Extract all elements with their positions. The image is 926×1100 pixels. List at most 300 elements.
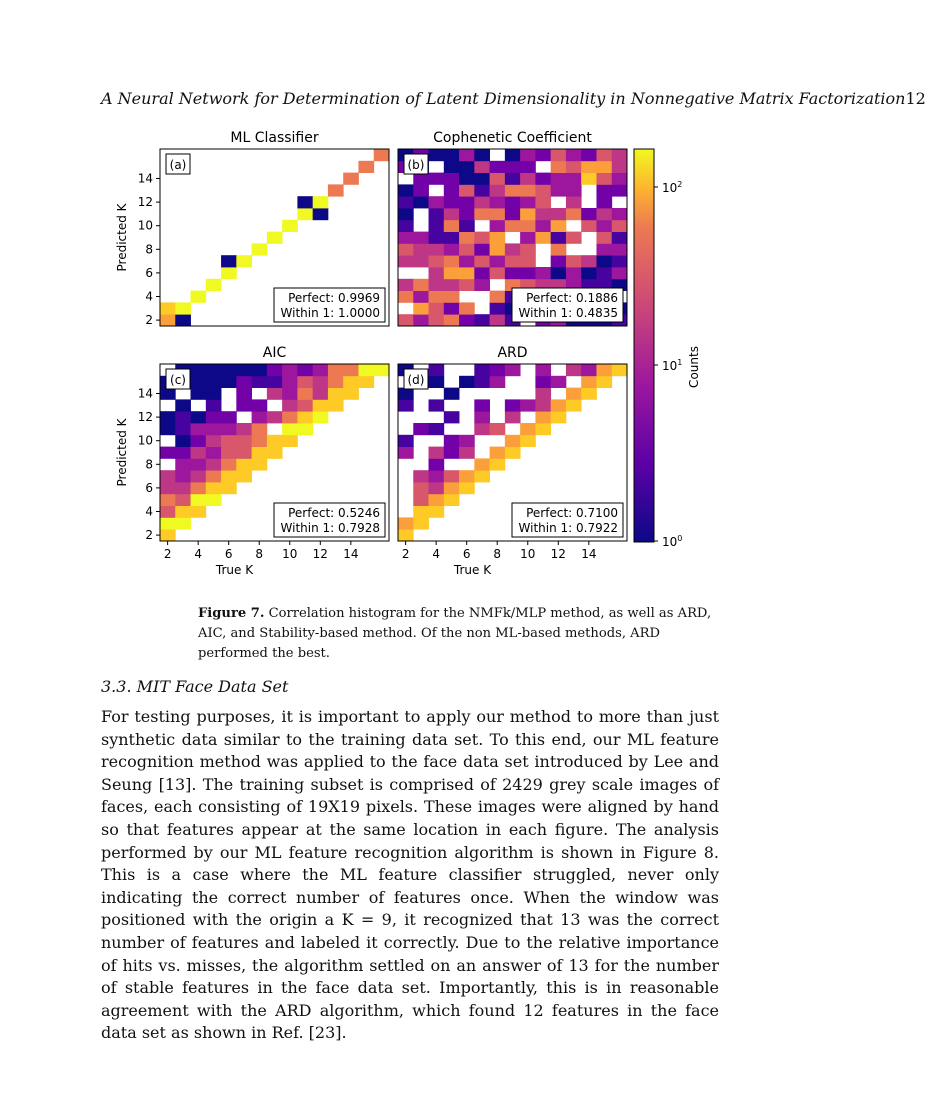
heatmap-cell (429, 423, 445, 435)
heatmap-cell (520, 243, 536, 255)
colorbar (634, 149, 701, 549)
colorbar-tick-100: $10^2$ (662, 180, 683, 195)
heatmap-cell (596, 184, 612, 196)
heatmap-cell (490, 184, 506, 196)
heatmap-cell (282, 388, 298, 400)
heatmap-cell (551, 376, 567, 388)
heatmap-cell (444, 208, 460, 220)
heatmap-cell (459, 161, 475, 173)
heatmap-cell (398, 435, 414, 447)
heatmap-cell (474, 458, 490, 470)
heatmap-cell (505, 364, 521, 376)
heatmap-cell (535, 184, 551, 196)
heatmap-cell (520, 208, 536, 220)
heatmap-cell (459, 184, 475, 196)
heatmap-cell (581, 364, 597, 376)
stat-perfect: Perfect: 0.1886 (526, 291, 618, 305)
heatmap-cell (505, 161, 521, 173)
y-tick-label: 12 (137, 410, 153, 425)
heatmap-cell (429, 149, 445, 161)
heatmap-cell (535, 232, 551, 244)
heatmap-cell (429, 314, 445, 326)
heatmap-cell (221, 411, 237, 423)
heatmap-cell (343, 388, 359, 400)
heatmap-cell (490, 458, 506, 470)
heatmap-cell (444, 482, 460, 494)
x-tick-label: 4 (432, 547, 440, 561)
heatmap-cell (413, 232, 429, 244)
heatmap-cell (505, 411, 521, 423)
heatmap-cell (505, 173, 521, 185)
heatmap-cell (551, 411, 567, 423)
heatmap-cell (297, 196, 313, 208)
stat-perfect: Perfect: 0.9969 (288, 291, 380, 305)
heatmap-cell (474, 161, 490, 173)
heatmap-cell (444, 184, 460, 196)
panel-title: Cophenetic Coefficient (433, 130, 592, 146)
heatmap-cell (206, 411, 222, 423)
heatmap-cell (612, 173, 628, 185)
heatmap-cell (206, 458, 222, 470)
page-number: 12 (905, 89, 926, 108)
heatmap-cell (444, 279, 460, 291)
heatmap-cell (459, 482, 475, 494)
panel-title: ARD (497, 345, 528, 361)
heatmap-cell (474, 423, 490, 435)
heatmap-cell (236, 376, 252, 388)
heatmap-cell (206, 388, 222, 400)
heatmap-cell (505, 184, 521, 196)
heatmap-cell (474, 279, 490, 291)
heatmap-cell (490, 173, 506, 185)
heatmap-cell (474, 376, 490, 388)
stat-within1: Within 1: 0.4835 (518, 306, 618, 320)
heatmap-cell (566, 388, 582, 400)
heatmap-cell (429, 232, 445, 244)
heatmap-cell (535, 423, 551, 435)
heatmap-cell (505, 208, 521, 220)
heatmap-cell (398, 184, 414, 196)
heatmap-cell (551, 149, 567, 161)
heatmap-cell (206, 447, 222, 459)
heatmap-cell (459, 149, 475, 161)
heatmap-cell (236, 470, 252, 482)
stat-perfect: Perfect: 0.5246 (288, 506, 380, 520)
heatmap-cell (413, 517, 429, 529)
heatmap-cell (520, 173, 536, 185)
heatmap-cell (459, 435, 475, 447)
heatmap-cell (581, 388, 597, 400)
x-tick-label: 10 (282, 547, 298, 561)
heatmap-cell (490, 447, 506, 459)
heatmap-cell (459, 314, 475, 326)
heatmap-cell (566, 267, 582, 279)
heatmap-cell (429, 220, 445, 232)
heatmap-cell (413, 482, 429, 494)
colorbar-gradient (634, 149, 654, 542)
heatmap-cell (252, 447, 268, 459)
heatmap-cell (459, 447, 475, 459)
colorbar-tick-1: $10^0$ (662, 534, 683, 549)
heatmap-cell (398, 208, 414, 220)
heatmap-cell (596, 208, 612, 220)
heatmap-cell (282, 423, 298, 435)
heatmap-cell (160, 517, 176, 529)
heatmap-cell (535, 220, 551, 232)
heatmap-cell (535, 388, 551, 400)
heatmap-cell (358, 376, 374, 388)
heatmap-cell (267, 435, 283, 447)
heatmap-cell (581, 376, 597, 388)
heatmap-cell (612, 255, 628, 267)
heatmap-cell (429, 364, 445, 376)
heatmap-cell (490, 243, 506, 255)
heatmap-cell (429, 267, 445, 279)
heatmap-cell (236, 364, 252, 376)
heatmap-cell (191, 435, 207, 447)
heatmap-cell (267, 411, 283, 423)
heatmap-cell (282, 364, 298, 376)
heatmap-cell (236, 447, 252, 459)
heatmap-cell (520, 267, 536, 279)
heatmap-cell (313, 376, 329, 388)
heatmap-cell (459, 208, 475, 220)
heatmap-cell (596, 173, 612, 185)
heatmap-cell (398, 232, 414, 244)
heatmap-cell (612, 208, 628, 220)
heatmap-cell (612, 220, 628, 232)
heatmap-cell (505, 243, 521, 255)
heatmap-cell (459, 243, 475, 255)
heatmap-cell (444, 243, 460, 255)
y-tick-label: 10 (137, 433, 153, 448)
heatmap-cell (374, 149, 390, 161)
heatmap-cell (282, 435, 298, 447)
heatmap-cell (490, 208, 506, 220)
y-tick-label: 4 (145, 289, 153, 304)
heatmap-cell (474, 411, 490, 423)
heatmap-cell (191, 494, 207, 506)
heatmap-cell (160, 314, 176, 326)
heatmap-cell (206, 279, 222, 291)
y-tick-label: 12 (137, 195, 153, 210)
panel-d (398, 345, 627, 577)
y-tick-label: 6 (145, 265, 153, 280)
heatmap-cell (551, 267, 567, 279)
heatmap-cell (206, 482, 222, 494)
x-tick-label: 6 (224, 547, 233, 561)
heatmap-cell (459, 232, 475, 244)
heatmap-cell (398, 517, 414, 529)
panel-tag: (c) (170, 373, 186, 387)
x-axis-label: True K (453, 563, 492, 577)
heatmap-cell (313, 364, 329, 376)
heatmap-cell (267, 447, 283, 459)
heatmap-cell (581, 267, 597, 279)
heatmap-cell (221, 267, 237, 279)
heatmap-cell (429, 196, 445, 208)
heatmap-cell (398, 243, 414, 255)
heatmap-cell (160, 423, 176, 435)
heatmap-cell (398, 255, 414, 267)
heatmap-cell (596, 232, 612, 244)
stat-within1: Within 1: 1.0000 (280, 306, 380, 320)
heatmap-cell (444, 494, 460, 506)
heatmap-cell (612, 232, 628, 244)
heatmap-cell (474, 196, 490, 208)
heatmap-cell (459, 173, 475, 185)
heatmap-cell (612, 184, 628, 196)
heatmap-cell (175, 423, 191, 435)
heatmap-cell (328, 399, 344, 411)
heatmap-cell (612, 161, 628, 173)
heatmap-cell (596, 149, 612, 161)
y-tick-label: 2 (145, 528, 153, 543)
heatmap-cell (297, 376, 313, 388)
heatmap-cell (413, 279, 429, 291)
heatmap-cell (596, 161, 612, 173)
heatmap-cell (444, 302, 460, 314)
heatmap-cell (459, 255, 475, 267)
heatmap-cell (328, 376, 344, 388)
heatmap-cell (474, 364, 490, 376)
running-title: A Neural Network for Determination of Latent Dimensionality in Nonnegative Matrix Factorization (101, 89, 906, 108)
heatmap-cell (581, 208, 597, 220)
y-tick-label: 14 (137, 386, 153, 401)
heatmap-cell (297, 399, 313, 411)
heatmap-cell (520, 184, 536, 196)
heatmap-cell (535, 208, 551, 220)
heatmap-cell (581, 220, 597, 232)
heatmap-cell (221, 255, 237, 267)
heatmap-cell (596, 267, 612, 279)
heatmap-cell (551, 399, 567, 411)
heatmap-cell (505, 149, 521, 161)
heatmap-cell (413, 255, 429, 267)
heatmap-cell (535, 399, 551, 411)
heatmap-cell (297, 423, 313, 435)
heatmap-cell (191, 376, 207, 388)
heatmap-cell (474, 267, 490, 279)
y-tick-label: 4 (145, 504, 153, 519)
heatmap-cell (474, 470, 490, 482)
heatmap-cell (398, 220, 414, 232)
y-axis-label: Predicted K (115, 418, 129, 487)
heatmap-cell (505, 447, 521, 459)
x-tick-label: 14 (343, 547, 359, 561)
heatmap-cell (413, 506, 429, 518)
heatmap-cell (474, 208, 490, 220)
heatmap-cell (221, 458, 237, 470)
heatmap-cell (221, 482, 237, 494)
heatmap-cell (252, 399, 268, 411)
heatmap-cell (374, 364, 390, 376)
heatmap-cell (191, 423, 207, 435)
heatmap-cell (221, 364, 237, 376)
heatmap-cell (191, 388, 207, 400)
heatmap-cell (267, 232, 283, 244)
heatmap-cell (160, 302, 176, 314)
heatmap-cell (191, 364, 207, 376)
heatmap-cell (175, 517, 191, 529)
heatmap-cell (160, 529, 176, 541)
heatmap-cell (520, 232, 536, 244)
heatmap-cell (398, 196, 414, 208)
heatmap-cell (160, 482, 176, 494)
heatmap-cell (505, 399, 521, 411)
heatmap-cell (459, 376, 475, 388)
heatmap-cell (444, 470, 460, 482)
heatmap-cell (520, 255, 536, 267)
heatmap-cell (459, 267, 475, 279)
y-axis-label: Predicted K (115, 203, 129, 272)
heatmap-cell (175, 411, 191, 423)
heatmap-figure (100, 122, 700, 592)
caption-label: Figure 7. (198, 606, 265, 621)
heatmap-cell (236, 423, 252, 435)
heatmap-cell (535, 149, 551, 161)
heatmap-cell (236, 435, 252, 447)
heatmap-cell (520, 399, 536, 411)
heatmap-cell (505, 267, 521, 279)
heatmap-cell (566, 364, 582, 376)
heatmap-cell (429, 506, 445, 518)
heatmap-cell (444, 232, 460, 244)
colorbar-label: Counts (687, 346, 701, 388)
heatmap-cell (566, 255, 582, 267)
heatmap-cell (191, 291, 207, 303)
heatmap-cell (398, 279, 414, 291)
section-body: For testing purposes, it is important to apply our method to more than just synthetic data similar to the training data set. To this end, our ML feature recognition method was applied to the face data set introduced by Lee and Seung [13]. The training subset is comprised of 2429 grey scale images of faces, each consisting of 19X19 pixels. These images were aligned by hand so that features appear at the same location in each figure. The analysis performed by our ML feature recognition algorithm is shown in Figure 8. This is a case where the ML feature classifier struggled, never only indicating the correct number of features once. When the window was positioned with the origin a K = 9, it recognized that 13 was the correct number of features and labeled it correctly. Due to the relative importance of hits vs. misses, the algorithm settled on an answer of 13 for the number of stable features in the face data set. Importantly, this is in reasonable agreement with the ARD algorithm, which found 12 features in the face data set as shown in Ref. [23]. (101, 707, 719, 1043)
heatmap-cell (444, 220, 460, 232)
caption-text: Correlation histogram for the NMFk/MLP method, as well as ARD, AIC, and Stability-based method. Of the non ML-based methods, ARD performed the best. (198, 606, 712, 661)
heatmap-cell (535, 267, 551, 279)
heatmap-cell (459, 220, 475, 232)
heatmap-cell (267, 388, 283, 400)
stat-within1: Within 1: 0.7928 (280, 521, 380, 535)
heatmap-cell (612, 364, 628, 376)
heatmap-cell (444, 435, 460, 447)
heatmap-cell (596, 243, 612, 255)
x-tick-label: 8 (493, 547, 502, 561)
heatmap-cell (444, 196, 460, 208)
heatmap-cell (282, 411, 298, 423)
heatmap-cell (429, 494, 445, 506)
heatmap-cell (490, 291, 506, 303)
panel-b (398, 130, 627, 326)
heatmap-cell (282, 220, 298, 232)
heatmap-cell (236, 458, 252, 470)
heatmap-cell (459, 196, 475, 208)
heatmap-cell (581, 149, 597, 161)
heatmap-cell (474, 173, 490, 185)
heatmap-cell (206, 423, 222, 435)
heatmap-cell (596, 196, 612, 208)
panel-title: AIC (262, 345, 287, 361)
heatmap-cell (252, 243, 268, 255)
heatmap-cell (490, 255, 506, 267)
heatmap-cell (444, 291, 460, 303)
heatmap-cell (191, 411, 207, 423)
heatmap-cell (313, 196, 329, 208)
heatmap-cell (429, 447, 445, 459)
heatmap-cell (596, 364, 612, 376)
heatmap-cell (474, 243, 490, 255)
heatmap-cell (551, 208, 567, 220)
heatmap-cell (444, 267, 460, 279)
heatmap-cell (612, 149, 628, 161)
heatmap-cell (474, 149, 490, 161)
figure-7 (100, 122, 700, 592)
heatmap-cell (459, 302, 475, 314)
heatmap-cell (490, 161, 506, 173)
section-title: 3.3. MIT Face Data Set (101, 677, 289, 696)
heatmap-cell (206, 364, 222, 376)
y-tick-label: 2 (145, 313, 153, 328)
heatmap-cell (474, 399, 490, 411)
heatmap-cell (398, 529, 414, 541)
heatmap-cell (160, 411, 176, 423)
heatmap-cell (398, 314, 414, 326)
heatmap-cell (343, 376, 359, 388)
heatmap-cell (236, 388, 252, 400)
heatmap-cell (236, 399, 252, 411)
heatmap-cell (444, 149, 460, 161)
heatmap-cell (490, 196, 506, 208)
heatmap-cell (252, 376, 268, 388)
heatmap-cell (175, 302, 191, 314)
heatmap-cell (551, 220, 567, 232)
panel-title: ML Classifier (230, 130, 319, 146)
x-tick-label: 12 (550, 547, 566, 561)
heatmap-cell (252, 364, 268, 376)
heatmap-cell (551, 232, 567, 244)
heatmap-cell (398, 291, 414, 303)
heatmap-cell (221, 376, 237, 388)
heatmap-cell (429, 243, 445, 255)
heatmap-cell (429, 470, 445, 482)
heatmap-cell (490, 423, 506, 435)
heatmap-cell (551, 243, 567, 255)
heatmap-cell (313, 411, 329, 423)
heatmap-cell (358, 364, 374, 376)
heatmap-cell (221, 447, 237, 459)
heatmap-cell (175, 447, 191, 459)
heatmap-cell (566, 208, 582, 220)
heatmap-cell (282, 376, 298, 388)
heatmap-cell (175, 314, 191, 326)
heatmap-cell (413, 184, 429, 196)
heatmap-cell (520, 435, 536, 447)
heatmap-cell (581, 173, 597, 185)
heatmap-cell (160, 494, 176, 506)
heatmap-cell (566, 161, 582, 173)
heatmap-cell (566, 399, 582, 411)
heatmap-cell (160, 470, 176, 482)
heatmap-cell (413, 291, 429, 303)
heatmap-cell (520, 161, 536, 173)
heatmap-cell (535, 173, 551, 185)
heatmap-cell (236, 255, 252, 267)
heatmap-cell (191, 506, 207, 518)
x-tick-label: 2 (163, 547, 172, 561)
x-tick-label: 14 (581, 547, 597, 561)
heatmap-cell (191, 458, 207, 470)
heatmap-cell (429, 291, 445, 303)
heatmap-cell (175, 482, 191, 494)
heatmap-cell (191, 470, 207, 482)
heatmap-cell (566, 173, 582, 185)
